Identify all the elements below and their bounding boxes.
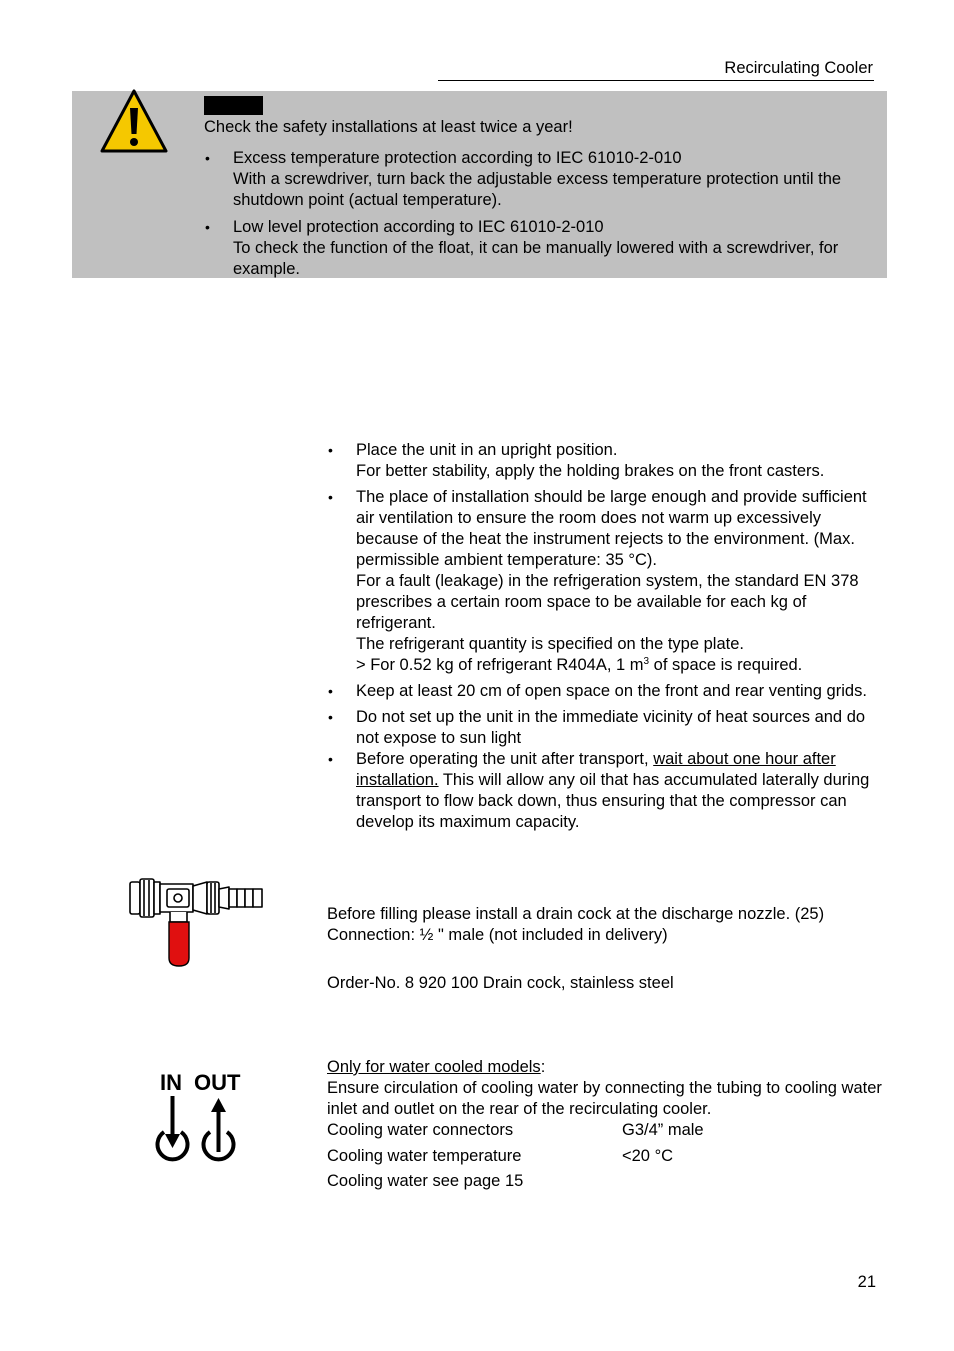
install-text [356,749,877,833]
install-text: of space is required. [649,656,803,674]
underlined-text: wait about one hour after installation. [356,750,836,789]
water-see-page: Cooling water see page 15 [327,1172,524,1190]
install-text: For a fault (leakage) in the refrigeration system, the standard EN 378 prescribes a certain room space to be available for each kg of refrigerant. [356,572,859,632]
header-rule [438,80,874,81]
install-text: • Do not set up the unit in the immediate vicinity of heat sources and do not expose to sun light [356,708,866,747]
punctuation: : [540,1058,546,1076]
install-text: Before operating the unit after transport, [356,750,654,768]
spec-label: Cooling water connectors [327,1121,514,1139]
drain-order-number: Order-No. 8 920 100 Drain cock, stainless steel [327,974,674,992]
running-header: Recirculating Cooler [724,59,873,77]
spec-value: <20 °C [622,1147,674,1165]
list-item [327,440,877,482]
inlet-icon [158,1096,188,1159]
warning-item-title: • Excess temperature protection according to IEC 61010-2-010 [233,149,682,167]
warning-list [204,148,876,286]
list-item [327,707,877,749]
install-text: For better stability, apply the holding brakes on the front casters. [356,462,825,480]
underlined-text: Only for water cooled models [327,1058,541,1076]
in-label: IN [160,1070,182,1095]
drain-line: Before filling please install a drain cock at the discharge nozzle. (25) [327,905,825,923]
install-text: • Keep at least 20 cm of open space on the front and rear venting grids. [356,682,867,700]
drain-instructions [327,904,887,946]
list-item [204,217,876,280]
install-text: • Place the unit in an upright position. [356,441,618,459]
spec-label: Cooling water temperature [327,1147,522,1165]
warning-item-body: With a screwdriver, turn back the adjustable excess temperature protection until the shutdown point (actual temperature). [233,170,842,209]
water-in-out-icon [150,1066,250,1162]
install-text: > For 0.52 kg of refrigerant R404A, 1 m [356,656,644,674]
list-item [327,749,877,833]
list-item [327,487,877,676]
warning-item-title: • Low level protection according to IEC 61010-2-010 [233,218,604,236]
spec-row [327,1146,887,1167]
water-cooling-section [327,1057,887,1192]
drain-line: Connection: ½ " male (not included in delivery) [327,926,668,944]
page-number: 21 [857,1273,876,1291]
outlet-icon [204,1098,234,1159]
refrigerant-space-note [356,655,877,676]
water-heading [327,1057,887,1078]
warning-triangle-icon [99,88,169,154]
warning-item-body: To check the function of the float, it can be manually lowered with a screwdriver, for example. [233,239,839,278]
drain-cock-icon [127,876,267,968]
install-text: This will allow any oil that has accumulated laterally during transport to flow back down, thus ensuring that the compressor can develop its maximum capacity. [356,771,870,831]
water-body: Ensure circulation of cooling water by connecting the tubing to cooling water inlet and outlet on the rear of the recirculating cooler. [327,1079,882,1118]
installation-list [327,440,877,838]
out-label: OUT [194,1070,241,1095]
install-text: • The place of installation should be large enough and provide sufficient air ventilation to ensure the room does not warm up excessively because of the heat the instrument rejects to the environment. (Max. permissible ambient temperature: 35 °C). [356,488,867,569]
warning-label-bar [204,96,263,115]
install-text: The refrigerant quantity is specified on the type plate. [356,635,744,653]
spec-value: G3/4” male [622,1121,704,1139]
spec-row [327,1120,887,1141]
warning-lead: Check the safety installations at least twice a year! [204,118,573,136]
superscript: 3 [643,656,650,667]
list-item [327,681,877,702]
list-item [204,148,876,211]
